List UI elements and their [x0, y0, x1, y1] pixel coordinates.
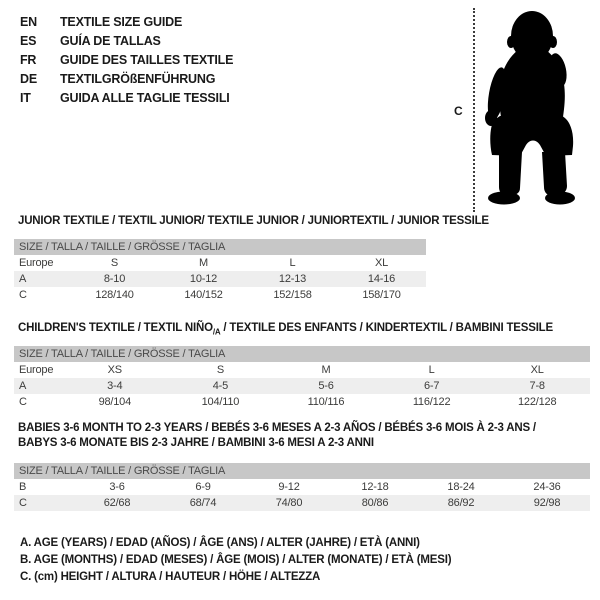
value-cell: 152/158: [273, 289, 312, 301]
value-cell: 14-16: [367, 273, 396, 285]
language-title: GUIDA ALLE TAGLIE TESSILI: [60, 91, 230, 105]
junior-size-table: [14, 239, 426, 303]
value-cell: 4-5: [212, 380, 229, 392]
row-label: B: [19, 481, 27, 493]
size-cell: M: [321, 364, 331, 376]
value-cell: 9-12: [278, 481, 300, 493]
value-cell: 158/170: [362, 289, 401, 301]
value-cell: 3-4: [107, 380, 123, 392]
language-code: ES: [20, 34, 37, 48]
table-row-age: [14, 378, 590, 394]
value-cell: 7-8: [529, 380, 545, 392]
value-cell: 3-6: [109, 481, 125, 493]
row-label: Europe: [19, 257, 54, 269]
value-cell: 74/80: [275, 497, 303, 509]
table-row-europe: [14, 362, 590, 378]
row-label: A: [19, 273, 27, 285]
value-cell: 110/116: [307, 396, 345, 408]
title-line: BABIES 3-6 MONTH TO 2-3 YEARS / BEBÉS 3-6 MESES A 2-3 AÑOS / BÉBÉS 3-6 MOIS À 2-3 ANS /: [18, 422, 536, 434]
size-header-bar: SIZE / TALLA / TAILLE / GRÖSSE / TAGLIA: [14, 463, 590, 479]
language-title: TEXTILE SIZE GUIDE: [60, 15, 183, 29]
value-cell: 18-24: [447, 481, 475, 493]
value-cell: 98/104: [98, 396, 132, 408]
junior-table-title: JUNIOR TEXTILE / TEXTIL JUNIOR/ TEXTILE JUNIOR / JUNIORTEXTIL / JUNIOR TESSILE: [18, 215, 489, 227]
row-label: C: [19, 497, 27, 509]
legend-line-b: B. AGE (MONTHS) / EDAD (MESES) / ÂGE (MOIS) / ALTER (MONATE) / ETÀ (MESI): [20, 554, 452, 566]
language-code: EN: [20, 15, 37, 29]
legend-line-c: C. (cm) HEIGHT / ALTURA / HAUTEUR / HÖHE / ALTEZZA: [20, 571, 321, 583]
children-size-table: [14, 346, 590, 410]
table-row-height: [14, 394, 590, 410]
language-row: [20, 89, 233, 108]
size-cell: S: [216, 364, 224, 376]
value-cell: 128/140: [95, 289, 134, 301]
size-cell: M: [199, 257, 208, 269]
value-cell: 140/152: [184, 289, 223, 301]
table-row-age: [14, 271, 426, 287]
language-list: [20, 13, 233, 108]
title-line: BABYS 3-6 MONATE BIS 2-3 JAHRE / BAMBINI 3-6 MESI A 2-3 ANNI: [18, 437, 374, 449]
language-code: DE: [20, 72, 37, 86]
children-table-title: [18, 321, 553, 339]
language-title: TEXTILGRÖßENFÜHRUNG: [60, 72, 216, 86]
height-dotted-line: [473, 8, 475, 212]
value-cell: 6-7: [423, 380, 440, 392]
size-cell: L: [428, 364, 435, 376]
value-cell: 80/86: [361, 497, 389, 509]
size-cell: XL: [374, 257, 389, 269]
language-row: [20, 32, 233, 51]
row-label: Europe: [19, 364, 54, 376]
size-cell: L: [289, 257, 296, 269]
value-cell: 104/110: [201, 396, 240, 408]
value-cell: 116/122: [412, 396, 451, 408]
value-cell: 5-6: [318, 380, 334, 392]
value-cell: 24-36: [533, 481, 561, 493]
value-cell: 12-18: [361, 481, 389, 493]
language-code: FR: [20, 53, 37, 67]
language-row: [20, 13, 233, 32]
height-measure-label: C: [454, 104, 463, 118]
title-text: / TEXTILE DES ENFANTS / KINDERTEXTIL / BAMBINI TESSILE: [220, 322, 553, 334]
value-cell: 92/98: [533, 497, 561, 509]
language-code: IT: [20, 91, 31, 105]
table-row-age-months: [14, 479, 590, 495]
row-label: C: [19, 289, 27, 301]
value-cell: 10-12: [189, 273, 218, 285]
language-row: [20, 70, 233, 89]
value-cell: 62/68: [103, 497, 131, 509]
legend-line-a: A. AGE (YEARS) / EDAD (AÑOS) / ÂGE (ANS) / ALTER (JAHRE) / ETÀ (ANNI): [20, 537, 420, 549]
table-row-height: [14, 287, 426, 303]
value-cell: 86/92: [447, 497, 475, 509]
title-subscript: /A: [212, 327, 221, 337]
value-cell: 68/74: [189, 497, 217, 509]
baby-silhouette-icon: [478, 6, 600, 212]
size-header-bar: SIZE / TALLA / TAILLE / GRÖSSE / TAGLIA: [14, 346, 590, 362]
value-cell: 12-13: [278, 273, 307, 285]
value-cell: 6-9: [195, 481, 211, 493]
language-row: [20, 51, 233, 70]
size-cell: XS: [107, 364, 122, 376]
measurement-legend: [20, 535, 451, 586]
table-row-height: [14, 495, 590, 511]
size-cell: XL: [530, 364, 544, 376]
size-header-bar: SIZE / TALLA / TAILLE / GRÖSSE / TAGLIA: [14, 239, 426, 255]
table-row-europe: [14, 255, 426, 271]
babies-size-table: [14, 463, 590, 511]
value-cell: 8-10: [103, 273, 126, 285]
title-text: CHILDREN'S TEXTILE / TEXTIL NIÑO: [18, 322, 213, 334]
language-title: GUÍA DE TALLAS: [60, 34, 161, 48]
row-label: C: [19, 396, 27, 408]
babies-table-title: [18, 421, 536, 451]
value-cell: 122/128: [518, 396, 557, 408]
language-title: GUIDE DES TAILLES TEXTILE: [60, 53, 234, 67]
row-label: A: [19, 380, 27, 392]
size-cell: S: [110, 257, 119, 269]
